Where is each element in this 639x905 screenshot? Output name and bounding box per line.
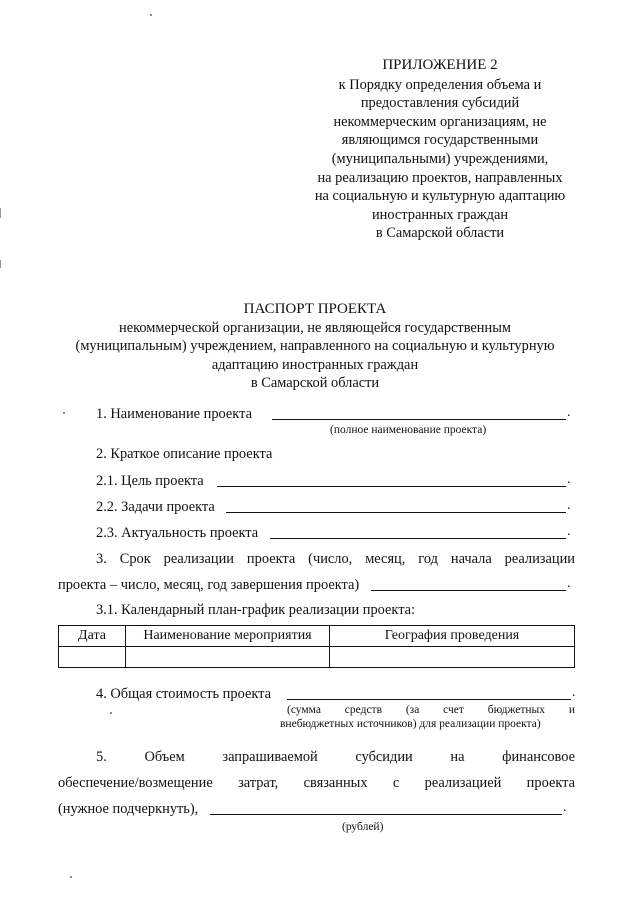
- table-header-geography: География проведения: [330, 626, 575, 647]
- total-cost-hint-line2: внебюджетных источников) для реализации проекта): [280, 718, 541, 730]
- goal-label: 2.1. Цель проекта: [96, 473, 204, 489]
- tasks-input-line[interactable]: [226, 512, 566, 513]
- scan-speck: [63, 412, 65, 414]
- relevance-input-line[interactable]: [270, 538, 566, 539]
- total-cost-hint-line1: (сумма средств (за счет бюджетных и: [287, 704, 575, 716]
- passport-subtitle-line: адаптацию иностранных граждан: [211, 356, 419, 373]
- period: .: [563, 800, 567, 815]
- relevance-label: 2.3. Актуальность проекта: [96, 525, 259, 541]
- period: .: [567, 524, 571, 539]
- table-cell-date[interactable]: [59, 647, 126, 668]
- table-row: [59, 647, 575, 668]
- term-label-line1: 3. Срок реализации проекта (число, месяц, год начала реализации: [96, 551, 575, 567]
- subsidy-label-line3: (нужное подчеркнуть),: [58, 801, 199, 817]
- appendix-line: к Порядку определения объема и: [338, 76, 542, 93]
- passport-title: ПАСПОРТ ПРОЕКТА: [243, 301, 387, 317]
- period: .: [567, 498, 571, 513]
- subsidy-hint: (рублей): [342, 821, 384, 833]
- scan-speck: [150, 14, 152, 16]
- appendix-block: [300, 56, 580, 243]
- scan-speck: [110, 712, 112, 714]
- term-input-line[interactable]: [371, 590, 566, 591]
- appendix-line: иностранных граждан: [371, 206, 509, 223]
- total-cost-label: 4. Общая стоимость проекта: [96, 686, 271, 702]
- subsidy-input-line[interactable]: [210, 814, 562, 815]
- appendix-line: предоставления субсидий: [360, 95, 520, 112]
- appendix-line: являющимся государственными: [341, 132, 539, 149]
- passport-subtitle-line: (муниципальным) учреждением, направленного на социальную и культурную: [75, 338, 555, 355]
- appendix-line: (муниципальными) учреждениями,: [331, 150, 549, 167]
- project-name-label: 1. Наименование проекта: [96, 406, 252, 422]
- goal-input-line[interactable]: [217, 486, 566, 487]
- table-cell-event[interactable]: [126, 647, 330, 668]
- appendix-line: на реализацию проектов, направленных: [317, 169, 563, 186]
- table-header-row: [59, 626, 575, 647]
- project-name-input-line[interactable]: [272, 419, 566, 420]
- subsidy-label-line2: обеспечение/возмещение затрат, связанных с реализацией проекта: [58, 775, 575, 791]
- calendar-plan-label: 3.1. Календарный план-график реализации проекта:: [96, 602, 416, 618]
- period: .: [572, 685, 576, 700]
- appendix-line: в Самарской области: [375, 225, 505, 242]
- calendar-plan-table: [58, 625, 575, 668]
- period: .: [567, 405, 571, 420]
- appendix-heading: ПРИЛОЖЕНИЕ 2: [382, 57, 498, 73]
- term-label-line2: проекта – число, месяц, год завершения проекта): [58, 577, 360, 593]
- passport-title-block: [30, 300, 600, 393]
- appendix-line: на социальную и культурную адаптацию: [314, 188, 566, 205]
- short-description-label: 2. Краткое описание проекта: [96, 446, 273, 462]
- period: .: [567, 472, 571, 487]
- subsidy-label-line1: 5. Объем запрашиваемой субсидии на финансовое: [96, 749, 575, 765]
- scan-speck: [70, 876, 72, 878]
- total-cost-input-line[interactable]: [287, 699, 571, 700]
- scan-edge-mark: [0, 260, 1, 268]
- tasks-label: 2.2. Задачи проекта: [96, 499, 215, 515]
- appendix-line: некоммерческим организациям, не: [333, 113, 547, 130]
- scan-edge-mark: [0, 208, 1, 218]
- table-header-event: Наименование мероприятия: [126, 626, 330, 647]
- table-cell-geography[interactable]: [330, 647, 575, 668]
- period: .: [567, 576, 571, 591]
- table-header-date: Дата: [59, 626, 126, 647]
- passport-subtitle-line: в Самарской области: [250, 375, 380, 392]
- passport-subtitle-line: некоммерческой организации, не являющейся государственным: [119, 319, 511, 336]
- project-name-hint: (полное наименование проекта): [330, 424, 487, 436]
